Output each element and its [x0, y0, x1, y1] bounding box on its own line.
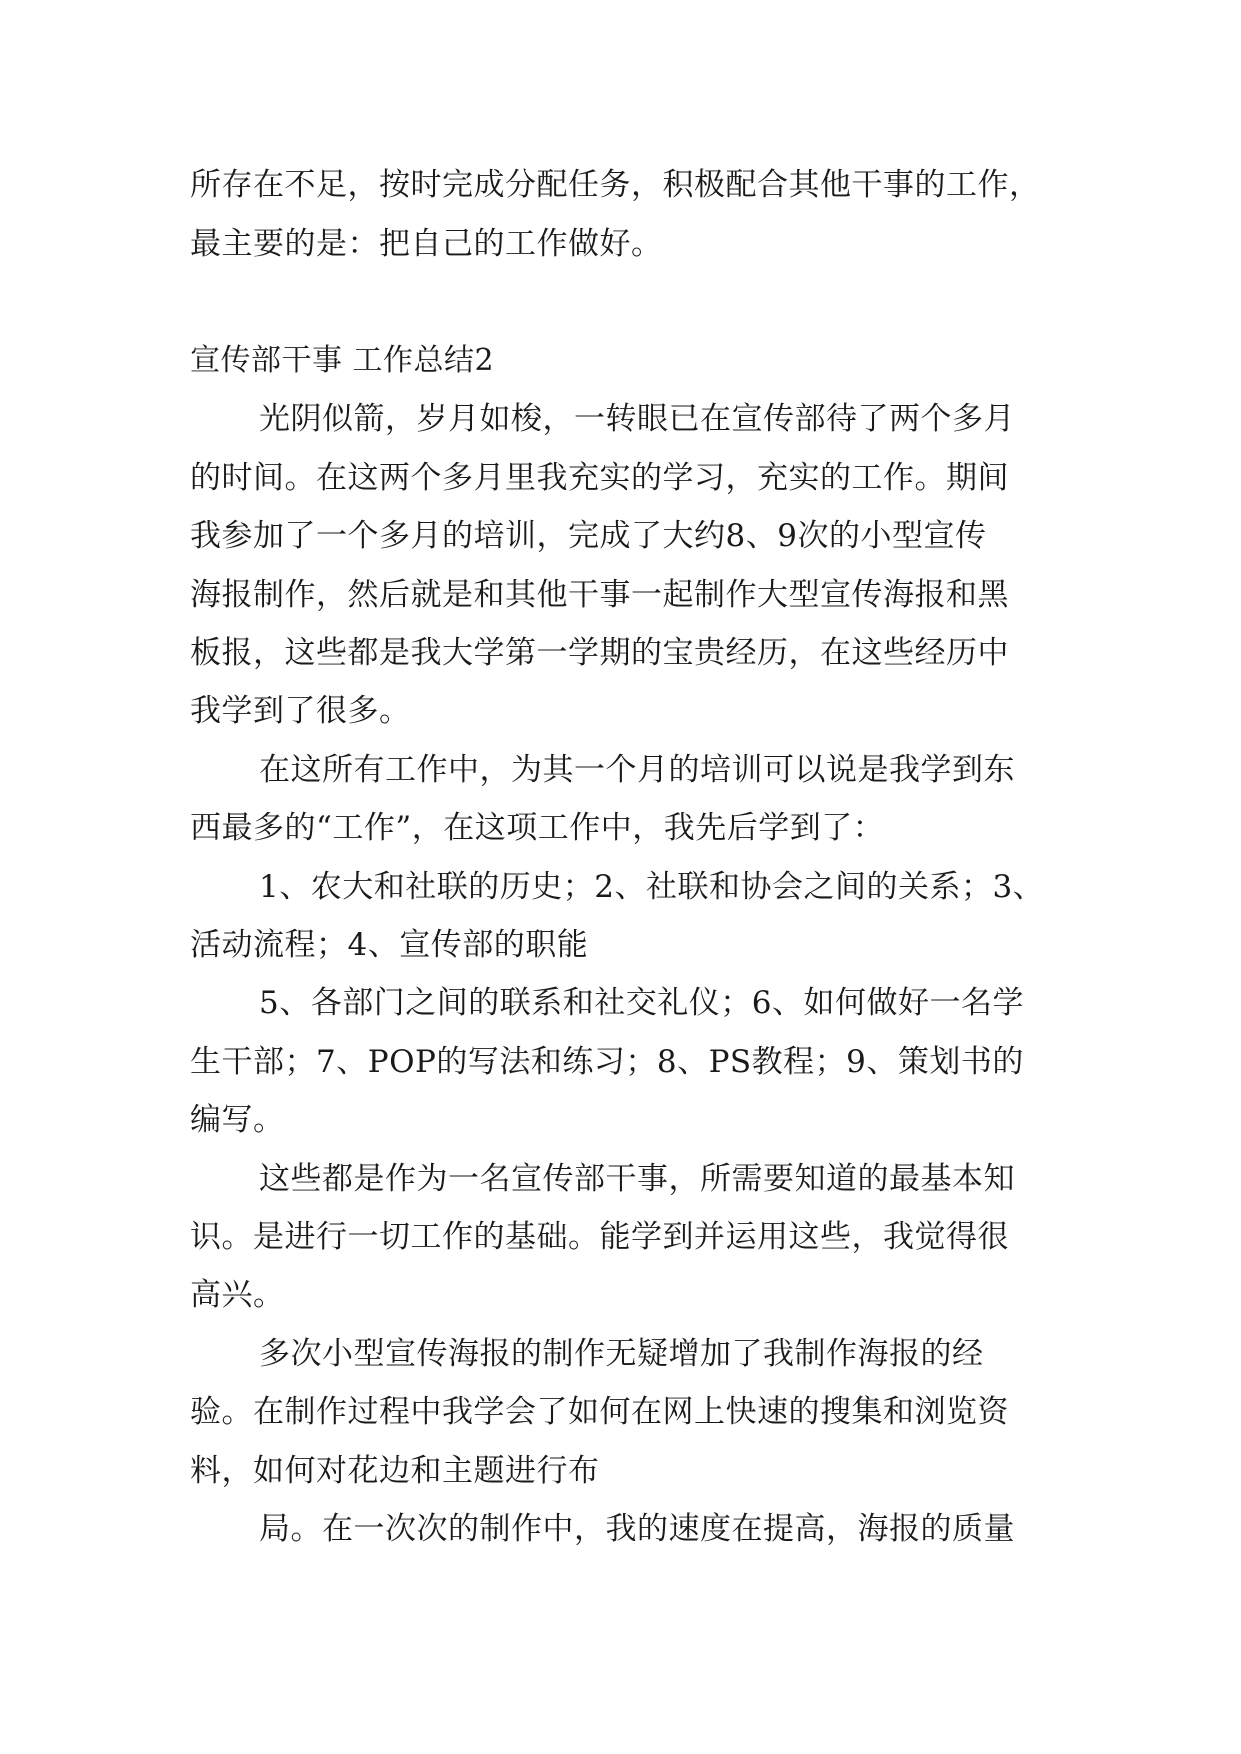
text-line: 多次小型宣传海报的制作无疑增加了我制作海报的经 — [259, 1336, 984, 1372]
text-line: 所存在不足，按时完成分配任务，积极配合其他干事的工作， — [190, 167, 1041, 203]
text-line: 识。是进行一切工作的基础。能学到并运用这些，我觉得很 — [190, 1219, 1009, 1255]
text-line: 我学到了很多。 — [190, 693, 411, 729]
text-line: 在这所有工作中，为其一个月的培训可以说是我学到东 — [259, 752, 1015, 788]
text-line: 海报制作，然后就是和其他干事一起制作大型宣传海报和黑 — [190, 577, 1009, 613]
text-line: 板报，这些都是我大学第一学期的宝贵经历，在这些经历中 — [190, 635, 1009, 671]
section-heading: 宣传部干事 工作总结2 — [190, 343, 495, 378]
text-line: 局。在一次次的制作中，我的速度在提高，海报的质量 — [259, 1511, 1015, 1547]
text-line: 我参加了一个多月的培训，完成了大约8、9次的小型宣传 — [190, 518, 987, 554]
list-line: 1、农大和社联的历史；2、社联和协会之间的关系；3、 — [259, 869, 1045, 905]
list-line: 编写。 — [190, 1102, 285, 1138]
text-line: 西最多的“工作”，在这项工作中，我先后学到了： — [190, 810, 885, 846]
text-line: 料，如何对花边和主题进行布 — [190, 1453, 600, 1489]
text-line: 的时间。在这两个多月里我充实的学习，充实的工作。期间 — [190, 460, 1009, 496]
text-line: 光阴似箭，岁月如梭，一转眼已在宣传部待了两个多月 — [259, 401, 1015, 437]
text-line: 验。在制作过程中我学会了如何在网上快速的搜集和浏览资 — [190, 1394, 1009, 1430]
text-line: 高兴。 — [190, 1277, 285, 1313]
text-line: 这些都是作为一名宣传部干事，所需要知道的最基本知 — [259, 1161, 1015, 1197]
list-line: 活动流程；4、宣传部的职能 — [190, 927, 589, 963]
list-line: 生干部；7、POP的写法和练习；8、PS教程；9、策划书的 — [190, 1044, 1024, 1080]
list-line: 5、各部门之间的联系和社交礼仪；6、如何做好一名学 — [259, 985, 1024, 1021]
text-line: 最主要的是：把自己的工作做好。 — [190, 226, 663, 262]
